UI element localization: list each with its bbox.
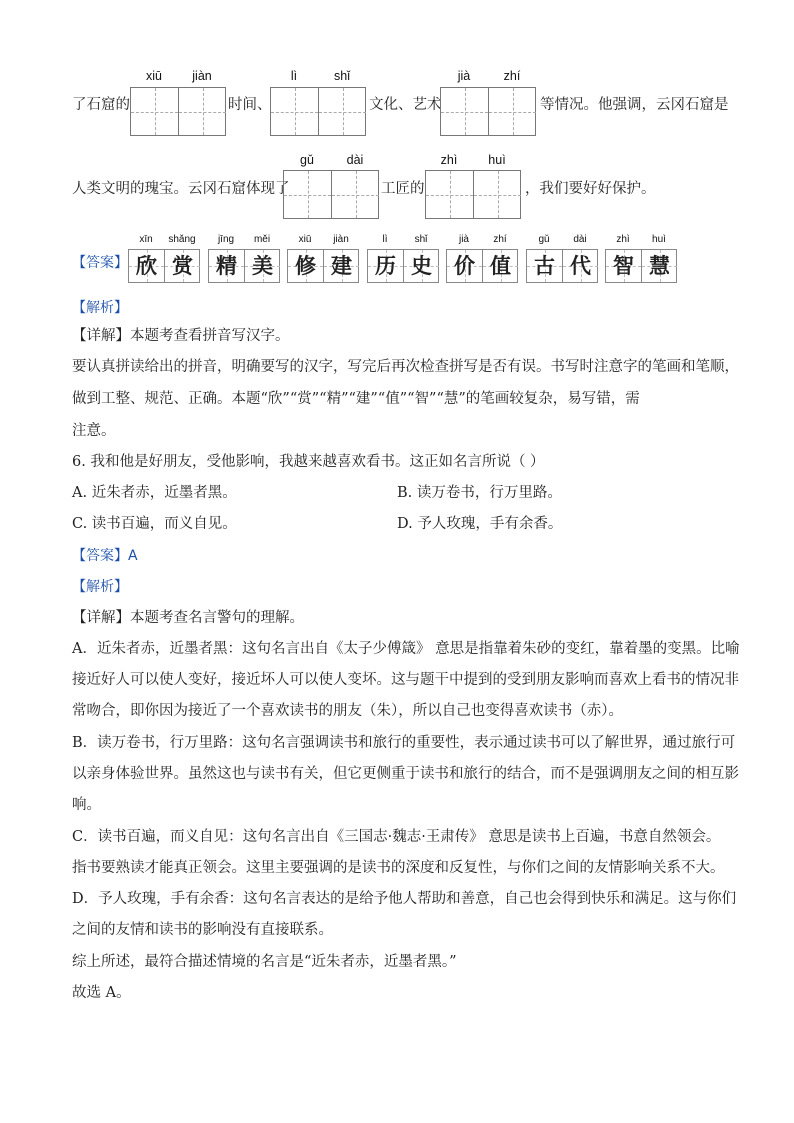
answer-pinyin: lì: [382, 234, 388, 245]
pinyin: huì: [488, 153, 506, 167]
answer-char: 智: [613, 253, 634, 278]
pinyin: jià: [457, 69, 471, 83]
explain-line: 接近好人可以使人变好，接近坏人可以使人变坏。这与题干中提到的受到朋友影响而喜欢上看书的情况非: [72, 672, 739, 688]
explain-line: 故选 A。: [72, 985, 131, 1001]
answer-box-lishi[interactable]: [270, 87, 366, 136]
analysis-line: 要认真拼读给出的拼音，明确要写的汉字，写完后再次检查拼写是否有误。书写时注意字的笔画和笔顺，: [72, 359, 739, 375]
pinyin: gǔ: [300, 153, 314, 167]
detail-heading: 【详解】本题考查看拼音写汉字。: [72, 328, 290, 344]
answer-char: 欣: [136, 253, 157, 278]
explain-line: A．近朱者赤，近墨者黑：这句名言出自《太子少傅箴》 意思是指靠着朱砂的变红，靠着墨的变黑。比喻: [72, 641, 740, 657]
explain-line: B．读万卷书，行万里路：这句名言强调读书和旅行的重要性，表示通过读书可以了解世界，通过旅行可: [72, 735, 736, 751]
explain-line: 综上所述，最符合描述情境的名言是“近朱者赤，近墨者黑。”: [72, 954, 457, 970]
answer-pinyin: zhì: [616, 234, 630, 245]
option-c[interactable]: C. 读书百遍，而义自见。: [72, 516, 237, 532]
analysis-tag-q6: 【解析】: [72, 579, 128, 595]
answer-box-zhihui[interactable]: [425, 170, 521, 219]
answer-pinyin: jiàn: [333, 234, 349, 245]
answer-char: 代: [570, 253, 591, 278]
answer-char: 美: [252, 253, 273, 278]
pinyin: xiū: [146, 69, 162, 83]
sentence1-part3: 文化、艺术: [369, 97, 442, 113]
sentence1-part4: 等情况。他强调，云冈石窟是: [540, 97, 729, 113]
answer-pinyin: shǐ: [414, 234, 428, 245]
sentence2-part1: 人类文明的瑰宝。云冈石窟体现了: [72, 181, 290, 197]
answer-tag-q6: 【答案】A: [72, 548, 138, 564]
explain-line: 常吻合，即你因为接近了一个喜欢读书的朋友（朱），所以自己也变得喜欢读书（赤）。: [72, 703, 623, 719]
question-6-stem: 6. 我和他是好朋友，受他影响，我越来越喜欢看书。这正如名言所说（ ）: [72, 454, 545, 470]
answer-char: 历: [375, 253, 396, 278]
explain-line: 之间的友情和读书的影响没有直接联系。: [72, 922, 333, 938]
sentence1-part1: 了石窟的: [72, 97, 130, 113]
answer-char: 精: [216, 253, 237, 278]
analysis-line: 做到工整、规范、正确。本题“欣”“赏”“精”“建”“值”“智”“慧”的笔画较复杂，易写错，需: [72, 391, 640, 407]
answer-pinyin: jià: [458, 234, 469, 245]
answer-char: 慧: [649, 253, 670, 278]
pinyin: lì: [290, 69, 298, 83]
answer-box-xiujian[interactable]: [130, 87, 226, 136]
answer-char: 建: [331, 253, 352, 278]
pinyin: jiàn: [192, 69, 212, 83]
answer-pinyin: gǔ: [538, 234, 550, 245]
answer-word-box: [367, 249, 439, 283]
answer-word-box: [208, 249, 280, 283]
answer-pinyin: shǎng: [168, 234, 196, 245]
explain-line: 响。: [72, 797, 101, 813]
analysis-line: 注意。: [72, 423, 116, 439]
answer-pinyin: xīn: [139, 234, 153, 245]
answer-pinyin: jīng: [217, 234, 235, 245]
sentence1-part2: 时间、: [228, 97, 272, 113]
explain-line: 以亲身体验世界。虽然这也与读书有关，但它更侧重于读书和旅行的结合，而不是强调朋友之间的相互影: [72, 766, 739, 782]
answer-box-gudai[interactable]: [283, 170, 379, 219]
pinyin: zhì: [440, 153, 458, 167]
answer-pinyin: měi: [253, 234, 271, 245]
answer-box-jiazhi[interactable]: [440, 87, 536, 136]
sentence2-part2: 工匠的: [381, 181, 425, 197]
answer-pinyin: dài: [573, 234, 587, 245]
answer-char: 古: [534, 253, 555, 278]
answer-word-box: [128, 249, 200, 283]
answer-word-box: [287, 249, 359, 283]
answer-char: 赏: [172, 253, 193, 278]
analysis-tag: 【解析】: [72, 300, 128, 316]
pinyin: zhí: [503, 69, 521, 83]
answer-pinyin: zhí: [493, 234, 507, 245]
answer-tag: 【答案】: [72, 255, 128, 271]
explain-line: 指书要熟读才能真正领会。这里主要强调的是读书的深度和反复性，与你们之间的友情影响关系不大。: [72, 860, 725, 876]
answer-char: 史: [411, 253, 432, 278]
option-a[interactable]: A. 近朱者赤，近墨者黑。: [72, 485, 237, 501]
answer-word-box: [526, 249, 598, 283]
answer-pinyin: huì: [652, 234, 666, 245]
sentence2-part3: ，我们要好好保护。: [525, 181, 656, 197]
answer-pinyin: xiū: [298, 234, 312, 245]
explain-line: D．予人玫瑰，手有余香：这句名言表达的是给予他人帮助和善意，自己也会得到快乐和满足。这与你们: [72, 891, 737, 907]
answer-word-box: [605, 249, 677, 283]
pinyin: shǐ: [334, 69, 350, 83]
option-b[interactable]: B. 读万卷书，行万里路。: [397, 485, 562, 501]
answer-char: 价: [454, 253, 475, 278]
answer-char: 值: [490, 253, 511, 278]
answer-word-box: [446, 249, 518, 283]
explain-line: C．读书百遍，而义自见：这句名言出自《三国志·魏志·王肃传》 意思是读书上百遍，书意自然领会。: [72, 829, 721, 845]
option-d[interactable]: D. 予人玫瑰，手有余香。: [397, 516, 563, 532]
pinyin: dài: [346, 153, 364, 167]
detail-heading-q6: 【详解】本题考查名言警句的理解。: [72, 610, 304, 626]
answer-char: 修: [295, 253, 316, 278]
